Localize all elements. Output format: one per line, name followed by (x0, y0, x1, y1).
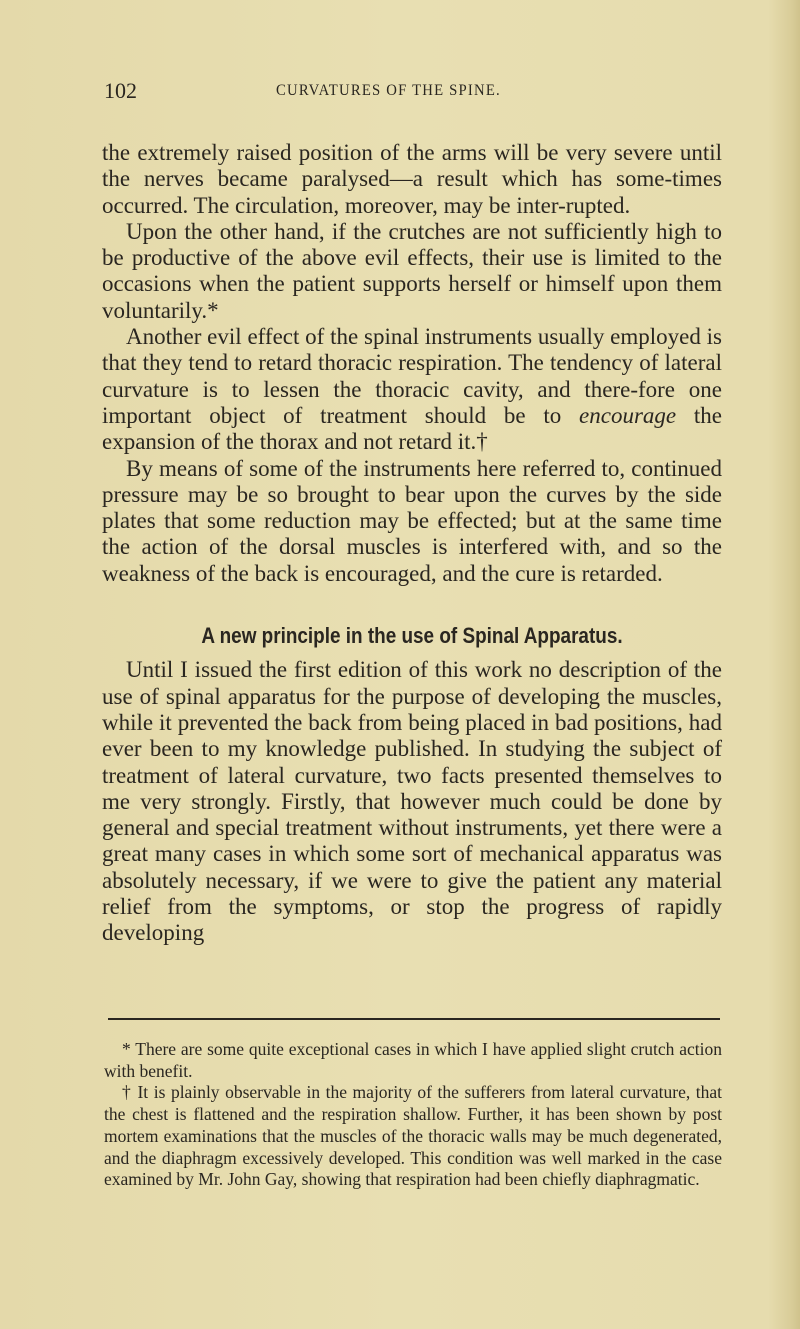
page-header (104, 78, 724, 108)
body-text (102, 140, 722, 947)
footnote: * There are some quite exceptional cases in which I have applied slight crutch action with benefit. (104, 1039, 722, 1081)
footnotes (104, 1039, 722, 1191)
running-title: CURVATURES OF THE SPINE. (276, 82, 501, 99)
paragraph (102, 324, 722, 455)
footnote-divider (108, 1018, 720, 1020)
paragraph-text: the expansion of the thorax and not retard it.† (102, 402, 722, 455)
paragraph: Until I issued the first edition of this work no description of the use of spinal apparatus for the purpose of developing the muscles, while it prevented the back from being placed in bad positions, had ever been to my knowledge published. In studying the subject of treatment of lateral curvature, two facts presented themselves to me very strongly. Firstly, that however much could be done by general and special treatment without instruments, yet there were a great many cases in which some sort of mechanical apparatus was absolutely necessary, if we were to give the patient any material relief from the symptoms, or stop the progress of rapidly developing (102, 657, 722, 946)
page-number: 102 (104, 78, 137, 103)
paragraph: Upon the other hand, if the crutches are not sufficiently high to be productive of the above evil effects, their use is limited to the occasions when the patient supports herself or himself upon them voluntarily.* (102, 218, 722, 323)
paragraph: the extremely raised position of the arms will be very severe until the nerves became paralysed—a result which has some-times occurred. The circulation, moreover, may be inter-rupted. (102, 140, 722, 218)
paragraph-text: Another evil effect of the spinal instruments usually employed is that they tend to retard thoracic respiration. The tendency of lateral curvature is to lessen the thoracic cavity, and there-fore one important object of treatment should be to (102, 324, 722, 428)
footnote: † It is plainly observable in the majority of the sufferers from lateral curvature, that the chest is flattened and the respiration shallow. Further, it has been shown by post mortem examinations that the muscles of the thoracic walls may be much degenerated, and the diaphragm excessively developed. This condition was well marked in the case examined by Mr. John Gay, showing that respiration had been chiefly diaphragmatic. (104, 1082, 722, 1190)
emphasized-word: encourage (579, 402, 677, 428)
section-heading: A new principle in the use of Spinal Apparatus. (201, 623, 623, 649)
paragraph: By means of some of the instruments here referred to, continued pressure may be so brought to bear upon the curves by the side plates that some reduction may be effected; but at the same time the action of the dorsal muscles is interfered with, and so the weakness of the back is encouraged, and the cure is retarded. (102, 455, 722, 586)
